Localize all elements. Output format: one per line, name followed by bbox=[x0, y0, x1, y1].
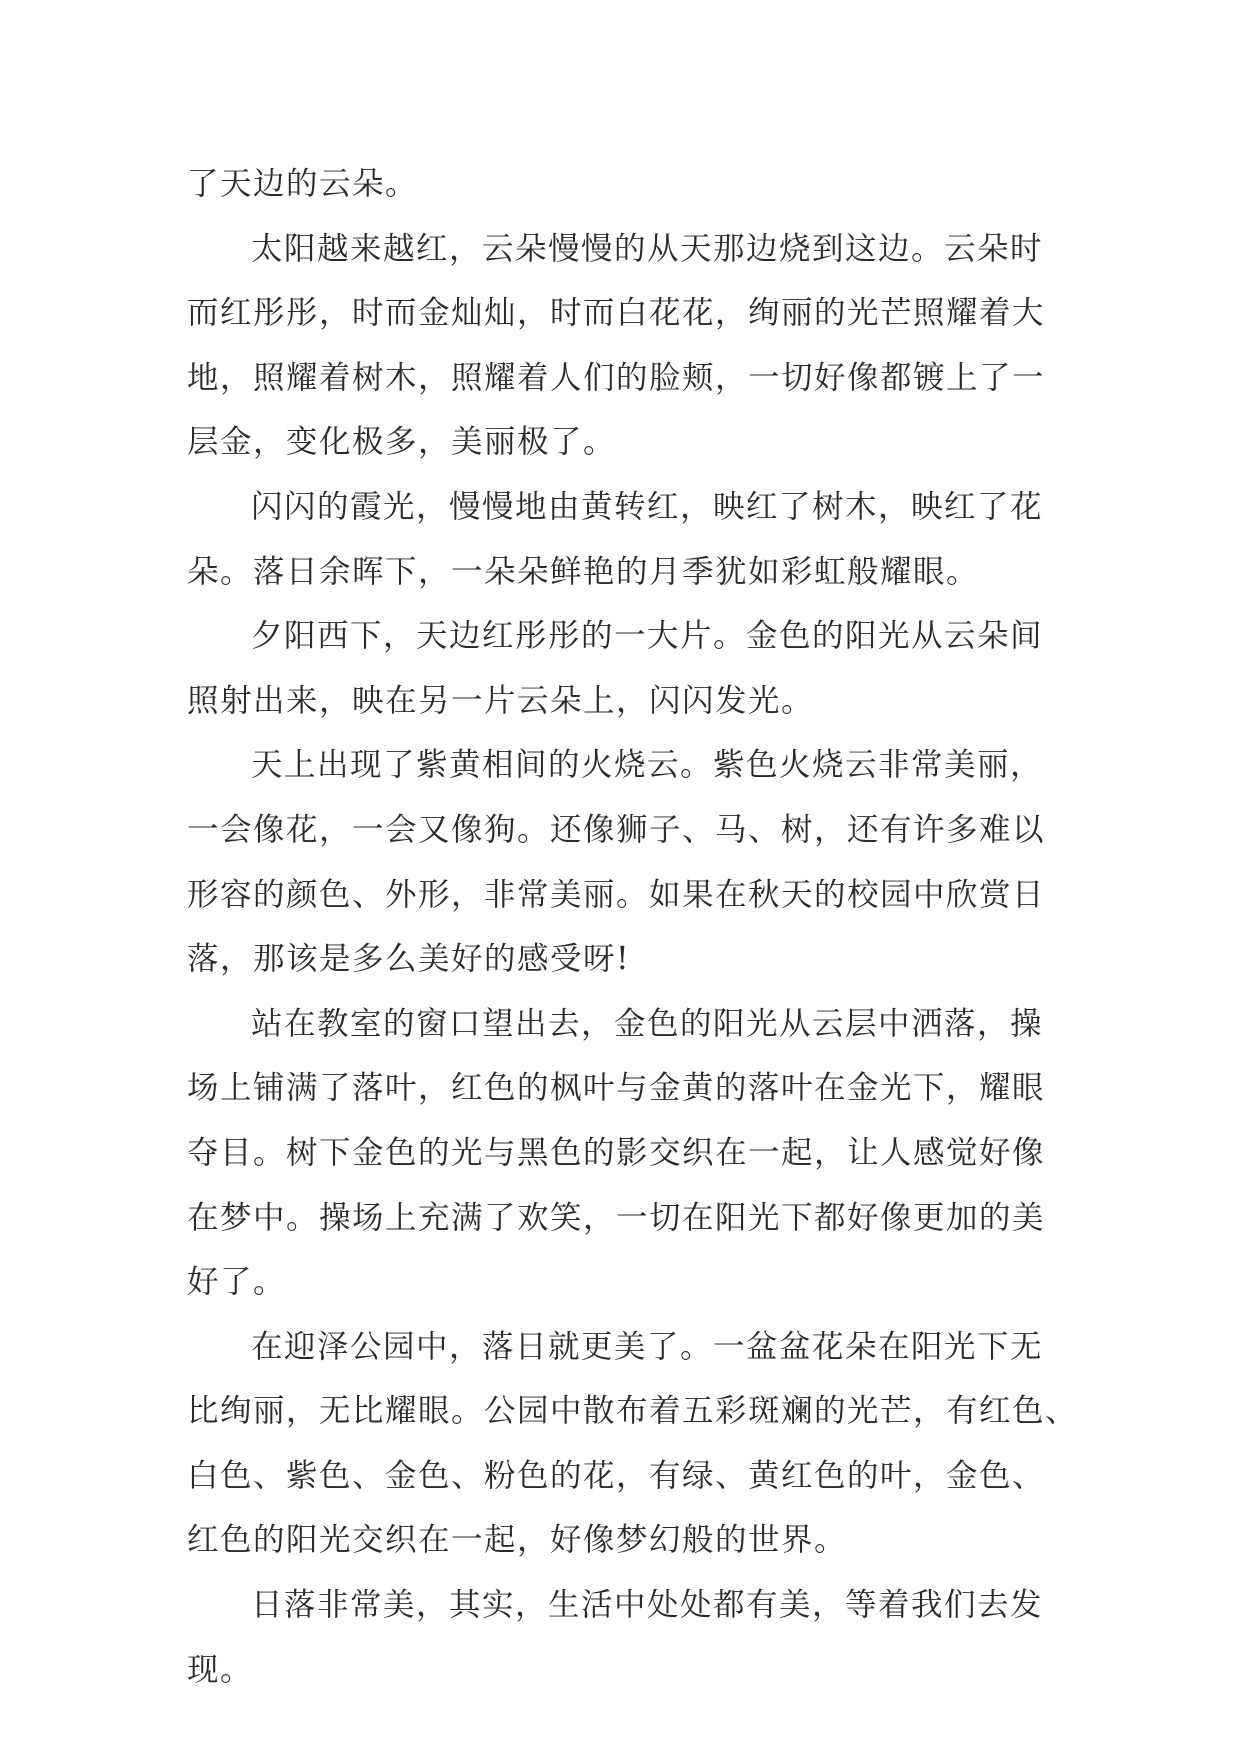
text-line: 形容的颜色、外形，非常美丽。如果在秋天的校园中欣赏日 bbox=[187, 876, 1046, 913]
text-line: 太阳越来越红，云朵慢慢的从天那边烧到这边。云朵时 bbox=[251, 230, 1044, 267]
paragraph bbox=[187, 217, 1057, 475]
text-line: 一会像花，一会又像狗。还像狮子、马、树，还有许多难以 bbox=[187, 811, 1046, 848]
text-line: 层金，变化极多，美丽极了。 bbox=[187, 424, 617, 461]
text-line: 闪闪的霞光，慢慢地由黄转红，映红了树木，映红了花 bbox=[251, 488, 1044, 525]
text-line: 在梦中。操场上充满了欢笑，一切在阳光下都好像更加的美 bbox=[187, 1199, 1046, 1236]
text-line: 白色、紫色、金色、粉色的花，有绿、黄红色的叶，金色、 bbox=[187, 1457, 1046, 1494]
paragraph bbox=[187, 475, 1057, 604]
text-line: 而红彤彤，时而金灿灿，时而白花花，绚丽的光芒照耀着大 bbox=[187, 295, 1046, 332]
paragraph bbox=[187, 604, 1057, 733]
text-line: 天上出现了紫黄相间的火烧云。紫色火烧云非常美丽， bbox=[251, 747, 1044, 784]
text-line: 地，照耀着树木，照耀着人们的脸颊，一切好像都镀上了一 bbox=[187, 359, 1046, 396]
text-line: 了天边的云朵。 bbox=[187, 166, 419, 202]
text-line: 好了。 bbox=[187, 1264, 287, 1301]
text-line: 夺目。树下金色的光与黑色的影交织在一起，让人感觉好像 bbox=[187, 1134, 1046, 1171]
text-line: 朵。落日余晖下，一朵朵鲜艳的月季犹如彩虹般耀眼。 bbox=[187, 553, 980, 590]
text-line: 现。 bbox=[187, 1651, 254, 1688]
paragraph bbox=[187, 1315, 1079, 1573]
text-line: 夕阳西下，天边红彤彤的一大片。金色的阳光从云朵间 bbox=[251, 618, 1044, 655]
text-line: 落，那该是多么美好的感受呀! bbox=[187, 941, 631, 978]
text-line: 红色的阳光交织在一起，好像梦幻般的世界。 bbox=[187, 1522, 848, 1559]
paragraph bbox=[187, 152, 1057, 217]
paragraph bbox=[187, 992, 1057, 1315]
text-line: 站在教室的窗口望出去，金色的阳光从云层中洒落，操 bbox=[251, 1005, 1044, 1042]
text-line: 日落非常美，其实，生活中处处都有美，等着我们去发 bbox=[251, 1587, 1044, 1624]
paragraph bbox=[187, 1573, 1057, 1702]
document-body bbox=[187, 152, 1079, 1702]
paragraph bbox=[187, 733, 1057, 991]
text-line: 比绚丽，无比耀眼。公园中散布着五彩斑斓的光芒，有红色、 bbox=[187, 1393, 1079, 1430]
text-line: 场上铺满了落叶，红色的枫叶与金黄的落叶在金光下，耀眼 bbox=[187, 1070, 1046, 1107]
text-line: 在迎泽公园中，落日就更美了。一盆盆花朵在阳光下无 bbox=[251, 1328, 1044, 1365]
text-line: 照射出来，映在另一片云朵上，闪闪发光。 bbox=[187, 682, 815, 719]
